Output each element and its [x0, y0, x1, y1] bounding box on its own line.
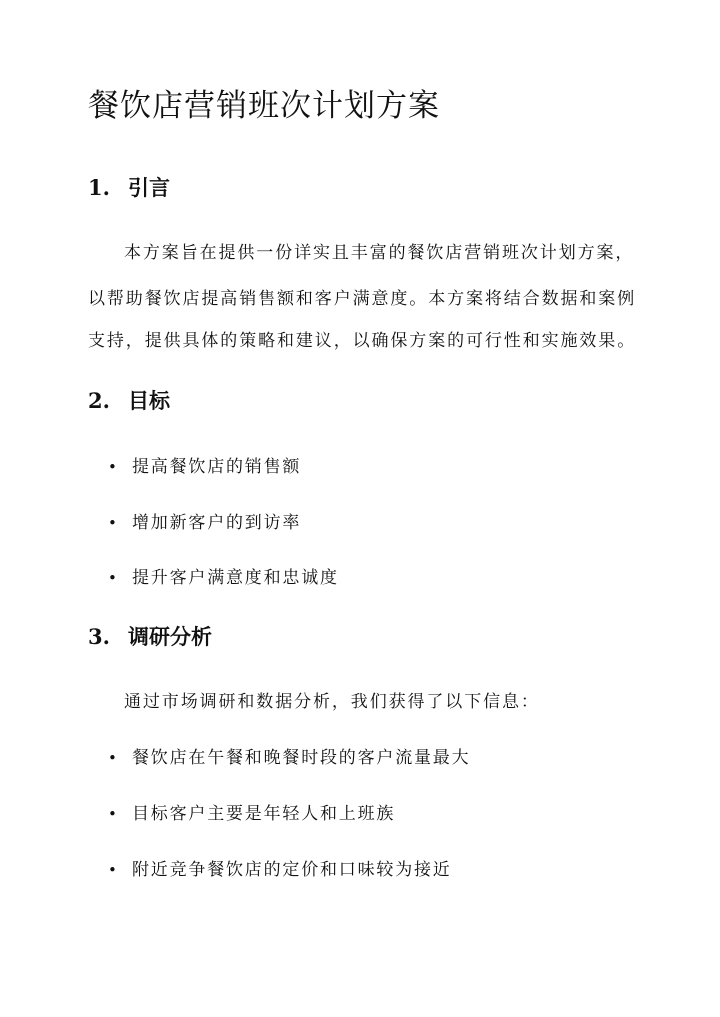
bullet-list-item: [108, 746, 470, 770]
bullet-marker: •: [108, 749, 119, 767]
bullet-marker: •: [108, 458, 119, 476]
paragraph-line: 以帮助餐饮店提高销售额和客户满意度。本方案将结合数据和案例: [88, 289, 637, 309]
bullet-text: 提高餐饮店的销售额: [132, 457, 302, 477]
bullet-text: 餐饮店在午餐和晚餐时段的客户流量最大: [132, 748, 471, 768]
bullet-list-item: [108, 566, 339, 590]
bullet-text: 目标客户主要是年轻人和上班族: [132, 804, 396, 824]
bullet-list-item: [108, 455, 301, 479]
section-title: 引言: [128, 175, 170, 200]
section-title: 调研分析: [128, 624, 212, 649]
bullet-list-item: [108, 802, 395, 826]
bullet-text: 提升客户满意度和忠诚度: [132, 568, 339, 588]
bullet-text: 附近竞争餐饮店的定价和口味较为接近: [132, 860, 452, 880]
section-number: 2.: [88, 388, 110, 413]
section-heading-research: [88, 622, 212, 652]
section-title: 目标: [128, 388, 170, 413]
paragraph-line: 支持，提供具体的策略和建议，以确保方案的可行性和实施效果。: [88, 331, 637, 351]
bullet-list-item: [108, 511, 301, 535]
bullet-marker: •: [108, 569, 119, 587]
bullet-marker: •: [108, 805, 119, 823]
section-number: 1.: [88, 175, 110, 200]
paragraph-line: 本方案旨在提供一份详实且丰富的餐饮店营销班次计划方案，: [124, 243, 635, 263]
section-heading-goals: [88, 386, 170, 416]
bullet-text: 增加新客户的到访率: [132, 513, 302, 533]
bullet-marker: •: [108, 861, 119, 879]
document-title: 餐饮店营销班次计划方案: [88, 88, 440, 124]
section-heading-introduction: [88, 173, 170, 203]
bullet-list-item: [108, 858, 452, 882]
section-number: 3.: [88, 624, 110, 649]
section-intro: 通过市场调研和数据分析，我们获得了以下信息：: [124, 692, 540, 712]
bullet-marker: •: [108, 514, 119, 532]
